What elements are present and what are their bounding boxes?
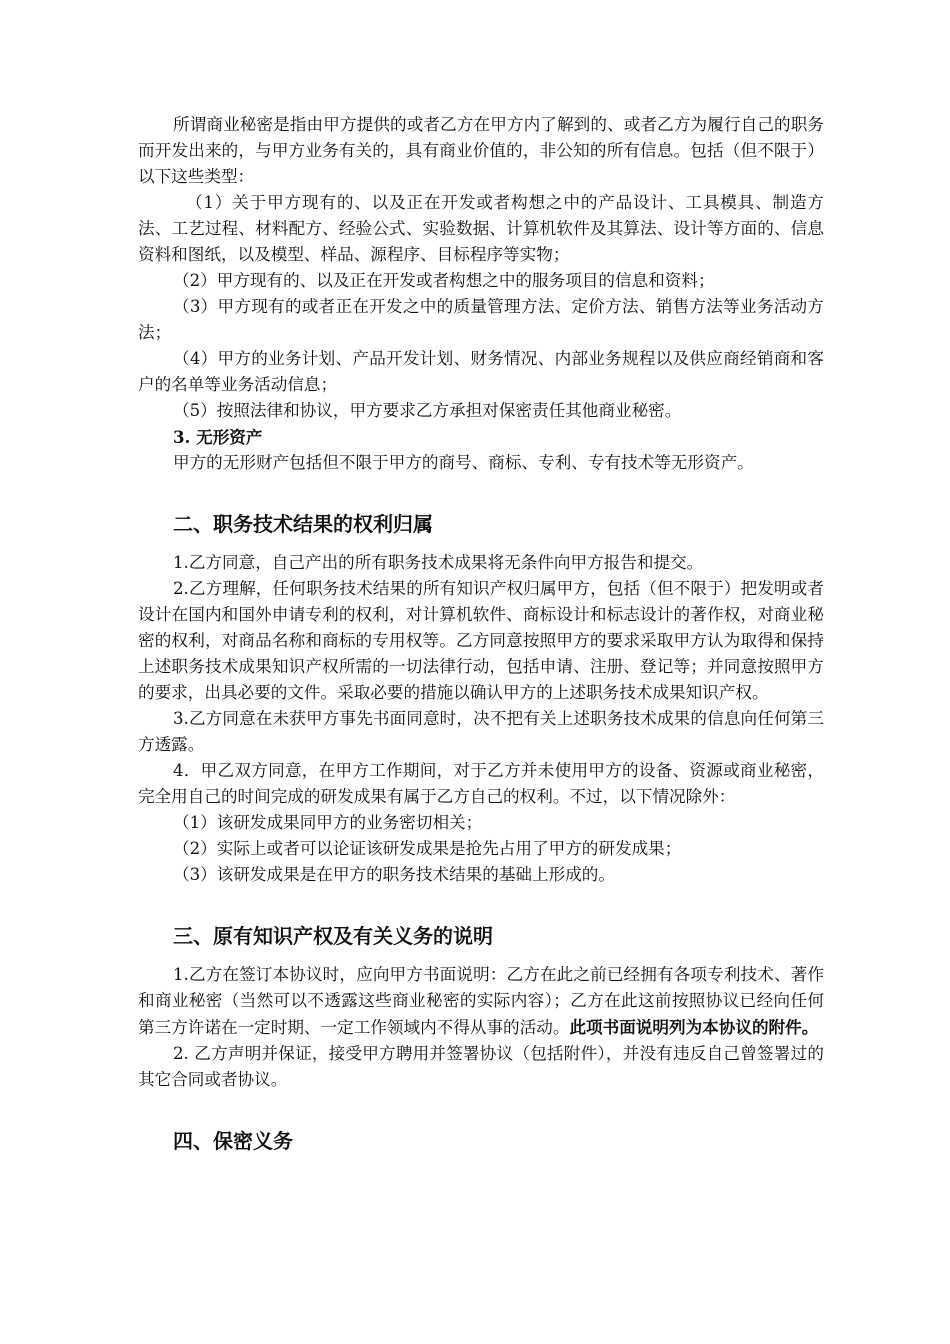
intangible-assets-text: 甲方的无形财产包括但不限于甲方的商号、商标、专利、专有技术等无形资产。 (173, 453, 754, 472)
section3-para-1 (138, 962, 824, 1041)
section3-para-1-text: 1.乙方在签订本协议时，应向甲方书面说明：乙方在此之前已经拥有各项专利技术、著作和商业秘密（当然可以不透露这些商业秘密的实际内容）；乙方在此这前按照协议已经向任何第三方许诺在一定时期、一定工作领域内不得从事的活动。 (138, 965, 824, 1037)
section2-para-4: 4．甲乙双方同意，在甲方工作期间，对于乙方并未使用甲方的设备、资源或商业秘密，完全用自己的时间完成的研发成果有属于乙方自己的权利。不过，以下情况除外： (138, 761, 824, 806)
trade-secret-intro: 所谓商业秘密是指由甲方提供的或者乙方在甲方内了解到的、或者乙方为履行自己的职务而开发出来的，与甲方业务有关的，具有商业价值的，非公知的所有信息。包括（但不限于）以下这些类型： (138, 115, 824, 186)
section2-para-2: 2.乙方理解，任何职务技术结果的所有知识产权归属甲方，包括（但不限于）把发明或者设计在国内和国外申请专利的权利，对计算机软件、商标设计和标志设计的著作权，对商业秘密的权利，对商品名称和商标的专用权等。乙方同意按照甲方的要求采取甲方认为取得和保持上述职务技术成果知识产权所需的一切法律行动，包括申请、注册、登记等；并同意按照甲方的要求，出具必要的文件。采取必要的措施以确认甲方的上述职务技术成果知识产权。 (138, 579, 824, 702)
trade-secret-item-4: （4）甲方的业务计划、产品开发计划、财务情况、内部业务规程以及供应商经销商和客户的名单等业务活动信息； (138, 349, 824, 394)
section-heading-2: 二、职务技术结果的权利归属 (173, 512, 433, 536)
section2-exception-3: （3）该研发成果是在甲方的职务技术结果的基础上形成的。 (173, 865, 615, 884)
section2-para-3: 3.乙方同意在未获甲方事先书面同意时，决不把有关上述职务技术成果的信息向任何第三方透露。 (138, 709, 824, 754)
section-heading-4: 四、保密义务 (173, 1129, 293, 1153)
section2-exception-2: （2）实际上或者可以论证该研发成果是抢先占用了甲方的研发成果； (173, 839, 682, 858)
intangible-assets-heading: 3. 无形资产 (173, 427, 263, 447)
section-heading-3: 三、原有知识产权及有关义务的说明 (173, 924, 493, 948)
trade-secret-item-1: （1）关于甲方现有的、以及正在开发或者构想之中的产品设计、工具模具、制造方法、工艺过程、材料配方、经验公式、实验数据、计算机软件及其算法、设计等方面的、信息资料和图纸，以及模型、样品、源程序、目标程序等实物； (138, 193, 824, 264)
section3-para-2: 2. 乙方声明并保证，接受甲方聘用并签署协议（包括附件），并没有违反自己曾签署过的其它合同或者协议。 (138, 1044, 824, 1089)
trade-secret-item-2: （2）甲方现有的、以及正在开发或者构想之中的服务项目的信息和资料； (173, 271, 715, 290)
document-page (138, 112, 824, 1155)
trade-secret-item-3: （3）甲方现有的或者正在开发之中的质量管理方法、定价方法、销售方法等业务活动方法； (138, 297, 824, 342)
trade-secret-item-5: （5）按照法律和协议，甲方要求乙方承担对保密责任其他商业秘密。 (173, 401, 682, 420)
attachment-note: 此项书面说明列为本协议的附件。 (569, 1017, 819, 1037)
section2-para-1: 1.乙方同意，自己产出的所有职务技术成果将无条件向甲方报告和提交。 (173, 553, 704, 572)
section2-exception-1: （1）该研发成果同甲方的业务密切相关； (173, 813, 483, 832)
